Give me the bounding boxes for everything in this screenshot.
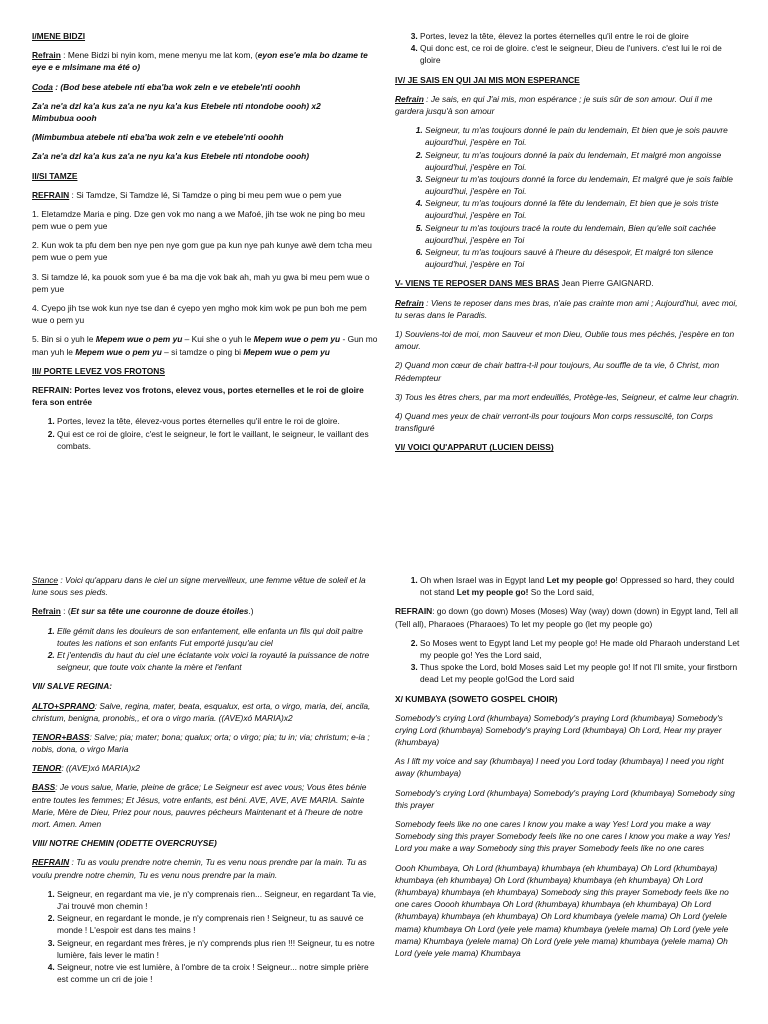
voice-label: TENOR [32,763,62,774]
verse-list [395,30,743,67]
refrain-text-emphasis: eyon ese'e mla bo dzame te eye e e mlsimane ma été o) [32,50,368,73]
lyric-paragraph: (Mimbumbua atebele nti eba'ba wok zeln e ve etebele'nti ooohh [32,132,284,143]
lyric-line: Mimbubua oooh [32,112,97,123]
verse-emphasis: Let my people go [546,575,616,585]
refrain-text: : Mene Bidzi bi nyin kom, mene menyu me lat kom, ( [60,50,258,61]
section-title: I/MENE BIDZI [32,31,86,41]
verse-list [32,888,380,986]
voice-part [32,762,380,774]
section-title: II/SI TAMZE [32,170,78,181]
list-item: 2. Seigneur, en regardant le monde, je n'y comprenais rien ! Seigneur, tu as sauvé ce monde ! L'espoir est dans tes mains ! [57,912,380,936]
list-item: 3. Thus spoke the Lord, bold Moses said Let my people go! If not I'll smite, your firstborn dead Let my people go!God the Lord said [420,661,743,685]
refrain-text: : go down (go down) Moses (Moses) Way (way) down (down) in Egypt land, Tell all (Tell all), Pharaoes (Pharaoes) To let my people go (let my people go) [395,606,739,629]
verse-list [395,124,743,270]
refrain-text: .) [248,606,254,617]
list-item: 1. Elle gémit dans les douleurs de son enfantement, elle enfanta un fils qui doit paitre toutes les nations et son enfants Fut emporté jusqu'au ciel [57,625,380,649]
refrain [395,605,743,629]
voice-part [32,731,380,755]
lyric-paragraph: As I lift my voice and say (khumbaya) I need you Lord today (khumbaya) I need you right away (khumbaya) [395,756,724,779]
refrain-label: REFRAIN [32,189,70,200]
refrain [32,189,380,201]
column-bottom-right [395,574,743,966]
refrain-label: REFRAIN [395,606,433,617]
list-item: 4. Seigneur, tu m'as toujours donné la fête du lendemain, Et bien que je sois triste aujourd'hui, j'espère en Toi. [425,197,743,221]
refrain-text: : Viens te reposer dans mes bras, n'aie pas crainte mon ami ; Aujourd'hui, avec moi, tu seras dans le Paradis. [395,297,738,320]
verse-list [395,637,743,686]
refrain [32,856,380,880]
verse [32,333,380,357]
section-author: Jean Pierre GAIGNARD. [559,278,654,289]
section-title: IV/ JE SAIS EN QUI JAI MIS MON ESPERANCE [395,74,580,85]
verse-emphasis: Let my people go! [456,587,529,598]
column-top-left [32,30,380,459]
section-title: V- VIENS TE REPOSER DANS MES BRAS [395,278,560,289]
verse-list [395,574,743,598]
coda-text: : (Bod bese atebele nti eba'ba wok zeln e ve etebele'nti ooohh [52,81,301,92]
lyric-paragraph [32,100,380,124]
refrain-label: Refrain [32,606,61,617]
verse: 4. Cyepo jih tse wok kun nye tse dan é cyepo yen mgho mok kim wok pe pun boh me pem wue o pem yu [32,303,367,326]
stance-text: : Voici qu'apparu dans le ciel un signe merveilleux, une femme vêtue de soleil et la lune sous ses pieds. [32,575,366,598]
voice-label: BASS [32,782,56,793]
column-top-right [395,30,743,460]
stance [32,574,380,598]
verse-text: Oh when Israel was in Egypt land [420,575,547,585]
voice-label: ALTO+SPRANO [32,700,95,711]
voice-text: : ((AVE)xó MARIA)x2 [61,763,140,774]
section-title: VII/ SALVE REGINA: [32,681,113,692]
voice-text: : Salve, regina, mater, beata, esqualux, est orta, o virgo, maria, dei, ancila, christum, benigna, pronobis,, et ora o virgo maria. ((AVE)xó MARIA)x2 [32,700,371,723]
list-item: 2. So Moses went to Egypt land Let my people go! He made old Pharaoh understand Let my people go! Yes the Lord said, [420,637,743,661]
refrain-text: : ( [60,606,71,617]
section-title: VI/ VOICI QU'APPARUT (LUCIEN DEISS) [395,442,554,453]
lyric-paragraph: Oooh Khumbaya, Oh Lord (khumbaya) khumbaya (eh khumbaya) Oh Lord (khumbaya) khumbaya (eh khumbaya) Oh Lord (khumbaya) khumbaya (eh khumbaya) Oh Lord (khumbaya) khumbaya (eh khumbaya) Somebody sing this prayer Somebody feels like no one cares Ooooh khumbaya Oh Lord (khumbaya) khumbaya (eh khumbaya) Oh Lord (khumbaya) khumbaya (eh khumbaya) Oh Lord khumbaya (yelele mama) Oh Lord (yelele mama) khumbaya Oh Lord (yele yele mama) khumbaya (yelele mama) Oh Lord (yele yele mama) Khumbaya (yelele mama) Oh Lord (yele yele mama) khumbaya (yelele mama) Oh Lord (yele yele mama) Khumbaya [395,862,729,958]
verse: 4) Quand mes yeux de chair verront-ils pour toujours Mon corps ressuscité, ton Corps transfiguré [395,410,713,434]
lyric-line: Za'a ne'a dzl ka'a kus za'a ne nyu ka'a kus Etebele nti ntondobe oooh) x2 [32,100,321,111]
voice-label: TENOR+BASS [32,731,90,742]
list-item: 3. Seigneur, en regardant mes frères, je n'y comprends plus rien !!! Seigneur, tu es notre lumière, fais lever le matin ! [57,937,380,961]
refrain [32,49,380,73]
list-item: 3. Seigneur tu m'as toujours donné la force du lendemain, Et malgré que je sois faible aujourd'hui, j'espère en Toi. [425,173,743,197]
section-title: X/ KUMBAYA (SOWETO GOSPEL CHOIR) [395,693,558,704]
verse-emphasis: Mepem wue o pem yu [243,346,330,357]
list-item: 2. Qui est ce roi de gloire, c'est le seigneur, le fort le vaillant, le seigneur, le vaillant des combats. [57,428,380,452]
list-item: 1. Seigneur, en regardant ma vie, je n'y comprenais rien... Seigneur, en regardant Ta vie, J'ai trouvé mon chemin ! [57,888,380,912]
list-item: 3. Portes, levez la tête, élevez la portes éternelles qu'il entre le roi de gloire [420,30,743,42]
voice-text: : Je vous salue, Marie, pleine de grâce; Le Seigneur est avec vous; Vous êtes bénie entre toutes les femmes; Et Jésus, votre enfants, est béni. AVE, AVE, AVE MARIA. Sainte Marie, Mère de Dieu, Priez pour nous, pauvres pécheurs Maintenant et à l'heure de notre mort. Amen. Amen [32,782,367,829]
lyric-paragraph: Somebody's crying Lord (khumbaya) Somebody's praying Lord (khumbaya) Somebody's crying Lord (khumbaya) Somebody's praying Lord (khumbaya) Oh Lord, Hear my prayer (khumbaya) [395,712,723,748]
verse-text: 5. Bin si o yuh le [32,334,96,345]
list-item: 4. Qui donc est, ce roi de gloire. c'est le seigneur, Dieu de l'univers. c'est lui le roi de gloire [420,42,743,66]
lyric-paragraph: Somebody's crying Lord (khumbaya) Somebody's praying Lord (khumbaya) Somebody sing this prayer [395,787,735,810]
section-heading [395,277,743,289]
refrain-label: Refrain [395,93,424,104]
stance-label: Stance [32,575,59,585]
refrain-text: : Tu as voulu prendre notre chemin, Tu es venu nous prendre par la main. Tu as voulu prendre notre chemin, Tu es venu nous prendre par la main. [32,857,367,880]
refrain-text: : Je sais, en qui J'ai mis, mon espérance ; je suis sûr de son amour. Oui il me gardera jusqu'à son amour [395,93,713,116]
verse-emphasis: Mepem wue o pem yu [95,334,183,345]
list-item: 6. Seigneur, tu m'as toujours sauvé à l'heure du désespoir, Et malgré ton silence aujourd'hui, j'espère en Toi [425,246,743,270]
verse: 3. Si tamdze lé, ka pouok som yue é ba ma dje vok bak ah, mah yu gwa bi meu pem wue o pem yue [32,271,370,294]
voice-part [32,700,380,724]
verse-text: - Gun mo man yuh le [32,334,378,357]
list-item: 2. Seigneur, tu m'as toujours donné la paix du lendemain, Et malgré mon angoisse aujourd'hui, j'espère en Toi. [425,149,743,173]
verse: 1. Eletamdze Maria e ping. Dze gen vok mo nang a we Mafoé, jih tse wok ne ping bo meu pem wue o pem yue [32,208,365,232]
section-title: VIII/ NOTRE CHEMIN (ODETTE OVERCRUYSE) [32,838,217,849]
voice-text: : Salve; pia; mater; bona; qualux; orta; o virgo; pia; tu in; via; christum; e-ia ; nobis, dona, o virgo Maria [32,731,370,755]
verse-text: – Kui she o yuh le [182,334,254,345]
verse: 1) Souviens-toi de moi, mon Sauveur et mon Dieu, Oublie tous mes péchés, j'espère en ton amour. [395,328,735,352]
verse-text: ! Oppressed so hard, they could not stand [420,575,735,598]
list-item: 5. Seigneur tu m'as toujours tracé la route du lendemain, Bien qu'elle soit cachée aujourd'hui, j'espère en Toi [425,222,743,246]
list-item: 4. Seigneur, notre vie est lumière, à l'ombre de ta croix ! Seigneur... notre simple prière est comme un cri de joie ! [57,961,380,985]
voice-part [32,781,380,830]
verse: 2. Kun wok ta pfu dem ben nye pen nye gom gue pa kun nye pah kunye awè dem tcha meu pem wue o pem yue [32,240,372,263]
refrain-label: Refrain [32,50,61,61]
column-bottom-left [32,574,380,992]
refrain-text-emphasis: Et sur sa tête une couronne de douze étoiles [70,606,249,617]
verse: 3) Tous les êtres chers, par ma mort endeuillés, Protège-les, Seigneur, et calme leur chagrin. [395,391,740,402]
list-item: 2. Et j'entendis du haut du ciel une éclatante voix voici la royauté la puissance de notre seigneur, que toute voix chante la mère et l'enfant [57,649,380,673]
verse-text: So the Lord said, [528,587,595,598]
refrain [395,297,743,321]
refrain [395,93,743,117]
verse-list [32,415,380,452]
section-title: III/ PORTE LEVEZ VOS FROTONS [32,365,165,376]
refrain: REFRAIN: Portes levez vos frotons, elevez vous, portes eternelles et le roi de gloire fera son entrée [32,384,364,408]
refrain-label: REFRAIN [32,857,70,868]
verse-text: – si tamdze o ping bi [161,346,244,357]
list-item: 1. Portes, levez la tête, élevez-vous portes éternelles qu'il entre le roi de gloire. [57,415,380,427]
refrain [32,605,380,617]
verse-emphasis: Mepem wue o pem yu [75,346,162,357]
lyric-paragraph: Somebody feels like no one cares I know you make a way Yes! Lord you make a way Somebody sing this prayer Somebody feels like no one cares I know you make a way Yes! Lord you make a way Somebody sing this prayer Somebody feels like no one cares [395,819,731,854]
verse-list [32,625,380,674]
refrain-label: Refrain [395,297,424,308]
lyric-paragraph: Za'a ne'a dzl ka'a kus za'a ne nyu ka'a kus Etebele nti ntondobe oooh) [32,151,310,162]
refrain-text: : Si Tamdze, Si Tamdze lé, Si Tamdze o ping bi meu pem wue o pem yue [69,189,342,200]
list-item [420,574,743,598]
list-item: 1. Seigneur, tu m'as toujours donné le pain du lendemain, Et bien que je sois pauvre aujourd'hui, j'espère en Toi. [425,124,743,148]
verse: 2) Quand mon cœur de chair battra-t-il pour toujours, Au souffle de ta vie, ô Christ, mon Rédempteur [395,360,720,383]
verse-emphasis: Mepem wue o pem yu [253,334,341,345]
coda [32,81,380,93]
coda-label: Coda [32,81,53,92]
